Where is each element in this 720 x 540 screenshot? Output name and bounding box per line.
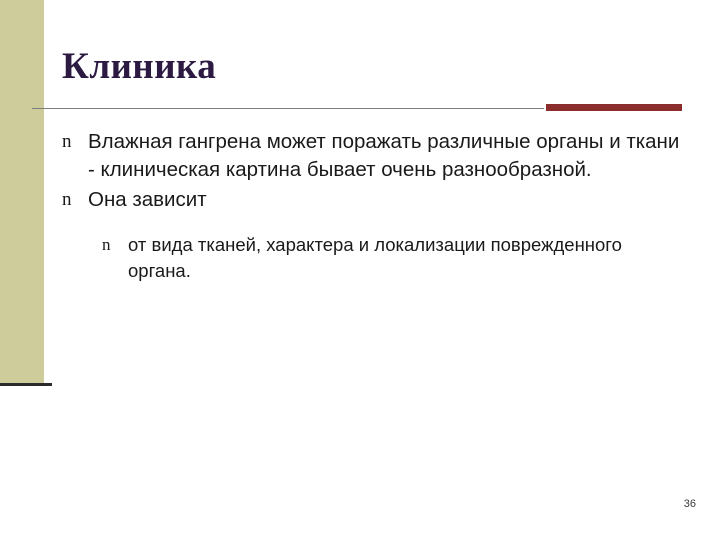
slide-number: 36 xyxy=(683,498,696,510)
left-band-rule xyxy=(0,383,52,386)
bullet-marker-icon: n xyxy=(102,235,111,254)
list-item-text: от вида тканей, характера и локализации поврежденного органа. xyxy=(128,234,622,281)
list-item-text: Влажная гангрена может поражать различные органы и ткани - клиническая картина бывает очень разнообразной. xyxy=(88,130,680,181)
slide-body xyxy=(62,128,682,284)
list-item xyxy=(62,232,682,284)
title-accent-bar xyxy=(546,104,682,111)
list-item xyxy=(62,128,682,184)
left-decorative-band xyxy=(0,0,44,384)
bullet-marker-icon: n xyxy=(62,189,72,210)
list-item-text: Она зависит xyxy=(88,188,207,211)
list-item xyxy=(62,186,682,214)
title-divider xyxy=(32,108,544,109)
page-title: Клиника xyxy=(62,46,217,87)
bullet-marker-icon: n xyxy=(62,131,72,152)
